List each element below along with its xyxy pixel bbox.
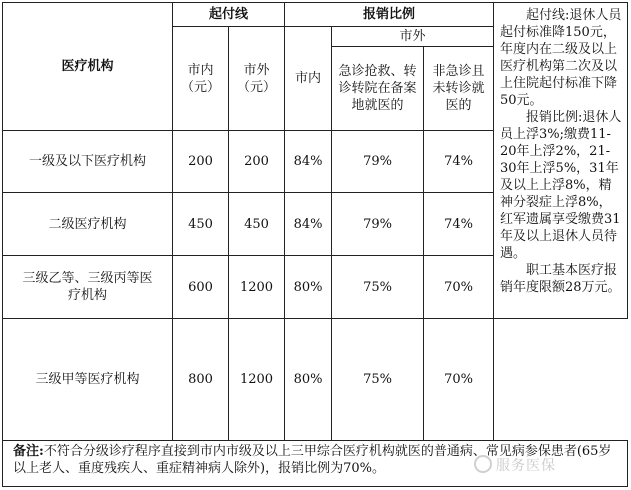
- deductible-city-cell: 200: [173, 131, 229, 193]
- rate-outside-non-emergency-cell: 70%: [424, 256, 494, 319]
- rate-city-cell: 80%: [285, 319, 332, 441]
- rate-city-cell: 84%: [285, 193, 332, 256]
- header-institution: 医疗机构: [3, 3, 173, 131]
- footer-remark-label: 备注:: [13, 444, 44, 459]
- header-rate-city: 市内: [285, 27, 332, 131]
- reimbursement-table: [2, 2, 628, 487]
- rate-outside-non-emergency-cell: 74%: [424, 193, 494, 256]
- institution-cell: 一级及以下医疗机构: [3, 131, 173, 193]
- rate-outside-non-emergency-cell: 70%: [424, 319, 494, 441]
- rate-outside-non-emergency-cell: 74%: [424, 131, 494, 193]
- table-row: [3, 319, 628, 441]
- notes-cell: [494, 3, 628, 319]
- institution-cell: 三级乙等、三级丙等医疗机构: [3, 256, 173, 319]
- header-rate-outside: 市外: [332, 27, 494, 47]
- rate-outside-emergency-cell: 79%: [332, 131, 424, 193]
- deductible-outside-cell: 450: [229, 193, 285, 256]
- deductible-note: 起付线:退休人员起付标准降150元，年度内在二级及以上医疗机构第二次及以上住院起付标准下降50元。: [500, 8, 622, 108]
- reimbursement-note: 报销比例:退休人员上浮3%;缴费11-20年上浮2%，21-30年上浮5%，31年及以上上浮8%，精神分裂症上浮8%，红军遗属享受缴费31年及以上退休人员待遇。: [500, 110, 622, 261]
- header-rate-outside-non-emergency: 非急诊且未转诊就医的: [424, 47, 494, 131]
- annual-limit-note: 职工基本医疗报销年度限额28万元。: [500, 263, 621, 295]
- watermark-text: 服务医保: [496, 458, 556, 474]
- institution-cell: 三级甲等医疗机构: [3, 319, 173, 441]
- header-rate-outside-emergency: 急诊抢救、转诊转院在备案地就医的: [332, 47, 424, 131]
- deductible-outside-cell: 1200: [229, 256, 285, 319]
- header-reimbursement-ratio: 报销比例: [285, 3, 494, 27]
- rate-outside-emergency-cell: 79%: [332, 193, 424, 256]
- header-deductible: 起付线: [173, 3, 285, 27]
- deductible-outside-cell: 200: [229, 131, 285, 193]
- deductible-city-cell: 450: [173, 193, 229, 256]
- rate-outside-emergency-cell: 75%: [332, 256, 424, 319]
- deductible-city-cell: 800: [173, 319, 229, 441]
- header-deductible-city: 市内 （元）: [173, 27, 229, 131]
- deductible-outside-cell: 1200: [229, 319, 285, 441]
- footer-remark-text: 不符合分级诊疗程序直接到市内市级及以上三甲综合医疗机构就医的普通病、常见病参保患者(65岁以上老人、重度残疾人、重症精神病人除外)，报销比例为70%。: [13, 444, 612, 476]
- wechat-icon: [474, 455, 492, 473]
- rate-city-cell: 80%: [285, 256, 332, 319]
- deductible-city-cell: 600: [173, 256, 229, 319]
- institution-cell: 二级医疗机构: [3, 193, 173, 256]
- rate-outside-emergency-cell: 75%: [332, 319, 424, 441]
- header-deductible-outside: 市外 （元）: [229, 27, 285, 131]
- rate-city-cell: 84%: [285, 131, 332, 193]
- watermark: [474, 455, 556, 475]
